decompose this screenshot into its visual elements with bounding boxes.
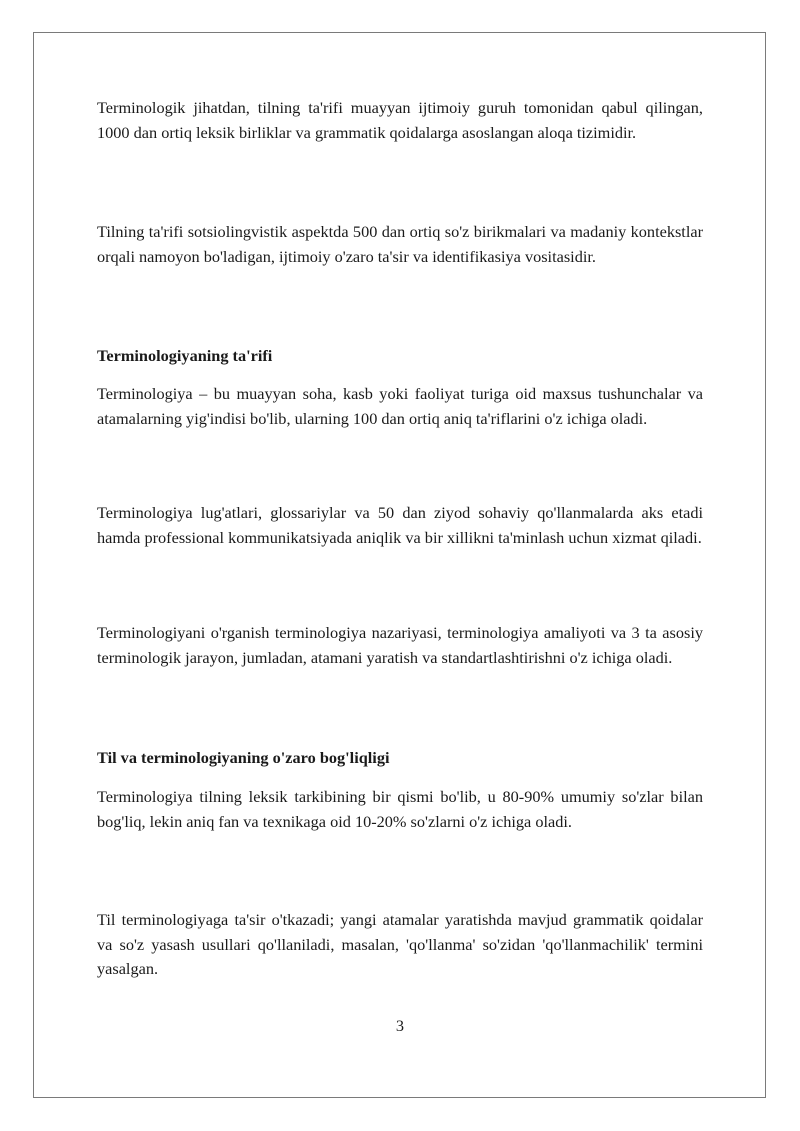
paragraph-relation-2: Til terminologiyaga ta'sir o'tkazadi; yangi atamalar yaratishda mavjud grammatik qoidalar va so'z yasash usullari qo'llaniladi, masalan, 'qo'llanma' so'zidan 'qo'llanmachilik' termini yasalgan. (97, 910, 703, 978)
paragraph-terminology-2: Terminologiya lug'atlari, glossariylar va 50 dan ziyod sohaviy qo'llanmalarda aks etadi hamda professional kommunikatsiyada aniqlik va bir xillikni ta'minlash uchun xizmat qiladi. (97, 503, 703, 547)
page-number: 3 (395, 1016, 405, 1035)
paragraph-terminology-1: Terminologiya – bu muayyan soha, kasb yoki faoliyat turiga oid maxsus tushunchalar va atamalarning yig'indisi bo'lib, ularning 100 dan ortiq aniq ta'riflarini o'z ichiga oladi. (97, 384, 703, 428)
section-heading-terminology-definition: Terminologiyaning ta'rifi (97, 346, 273, 365)
paragraph-terminology-3: Terminologiyani o'rganish terminologiya nazariyasi, terminologiya amaliyoti va 3 ta asosiy terminologik jarayon, jumladan, atamani yaratish va standartlashtirishni o'z ichiga oladi. (97, 623, 703, 667)
paragraph-intro-1: Terminologik jihatdan, tilning ta'rifi muayyan ijtimoiy guruh tomonidan qabul qilingan, 1000 dan ortiq leksik birliklar va grammatik qoidalarga asoslangan aloqa tizimidir. (97, 98, 703, 142)
section-heading-language-terminology: Til va terminologiyaning o'zaro bog'liqligi (97, 748, 390, 767)
paragraph-intro-2: Tilning ta'rifi sotsiolingvistik aspektda 500 dan ortiq so'z birikmalari va madaniy kontekstlar orqali namoyon bo'ladigan, ijtimoiy o'zaro ta'sir va identifikasiya vositasidir. (97, 222, 703, 266)
paragraph-relation-1: Terminologiya tilning leksik tarkibining bir qismi bo'lib, u 80-90% umumiy so'zlar bilan bog'liq, lekin aniq fan va texnikaga oid 10-20% so'zlarni o'z ichiga oladi. (97, 787, 703, 831)
